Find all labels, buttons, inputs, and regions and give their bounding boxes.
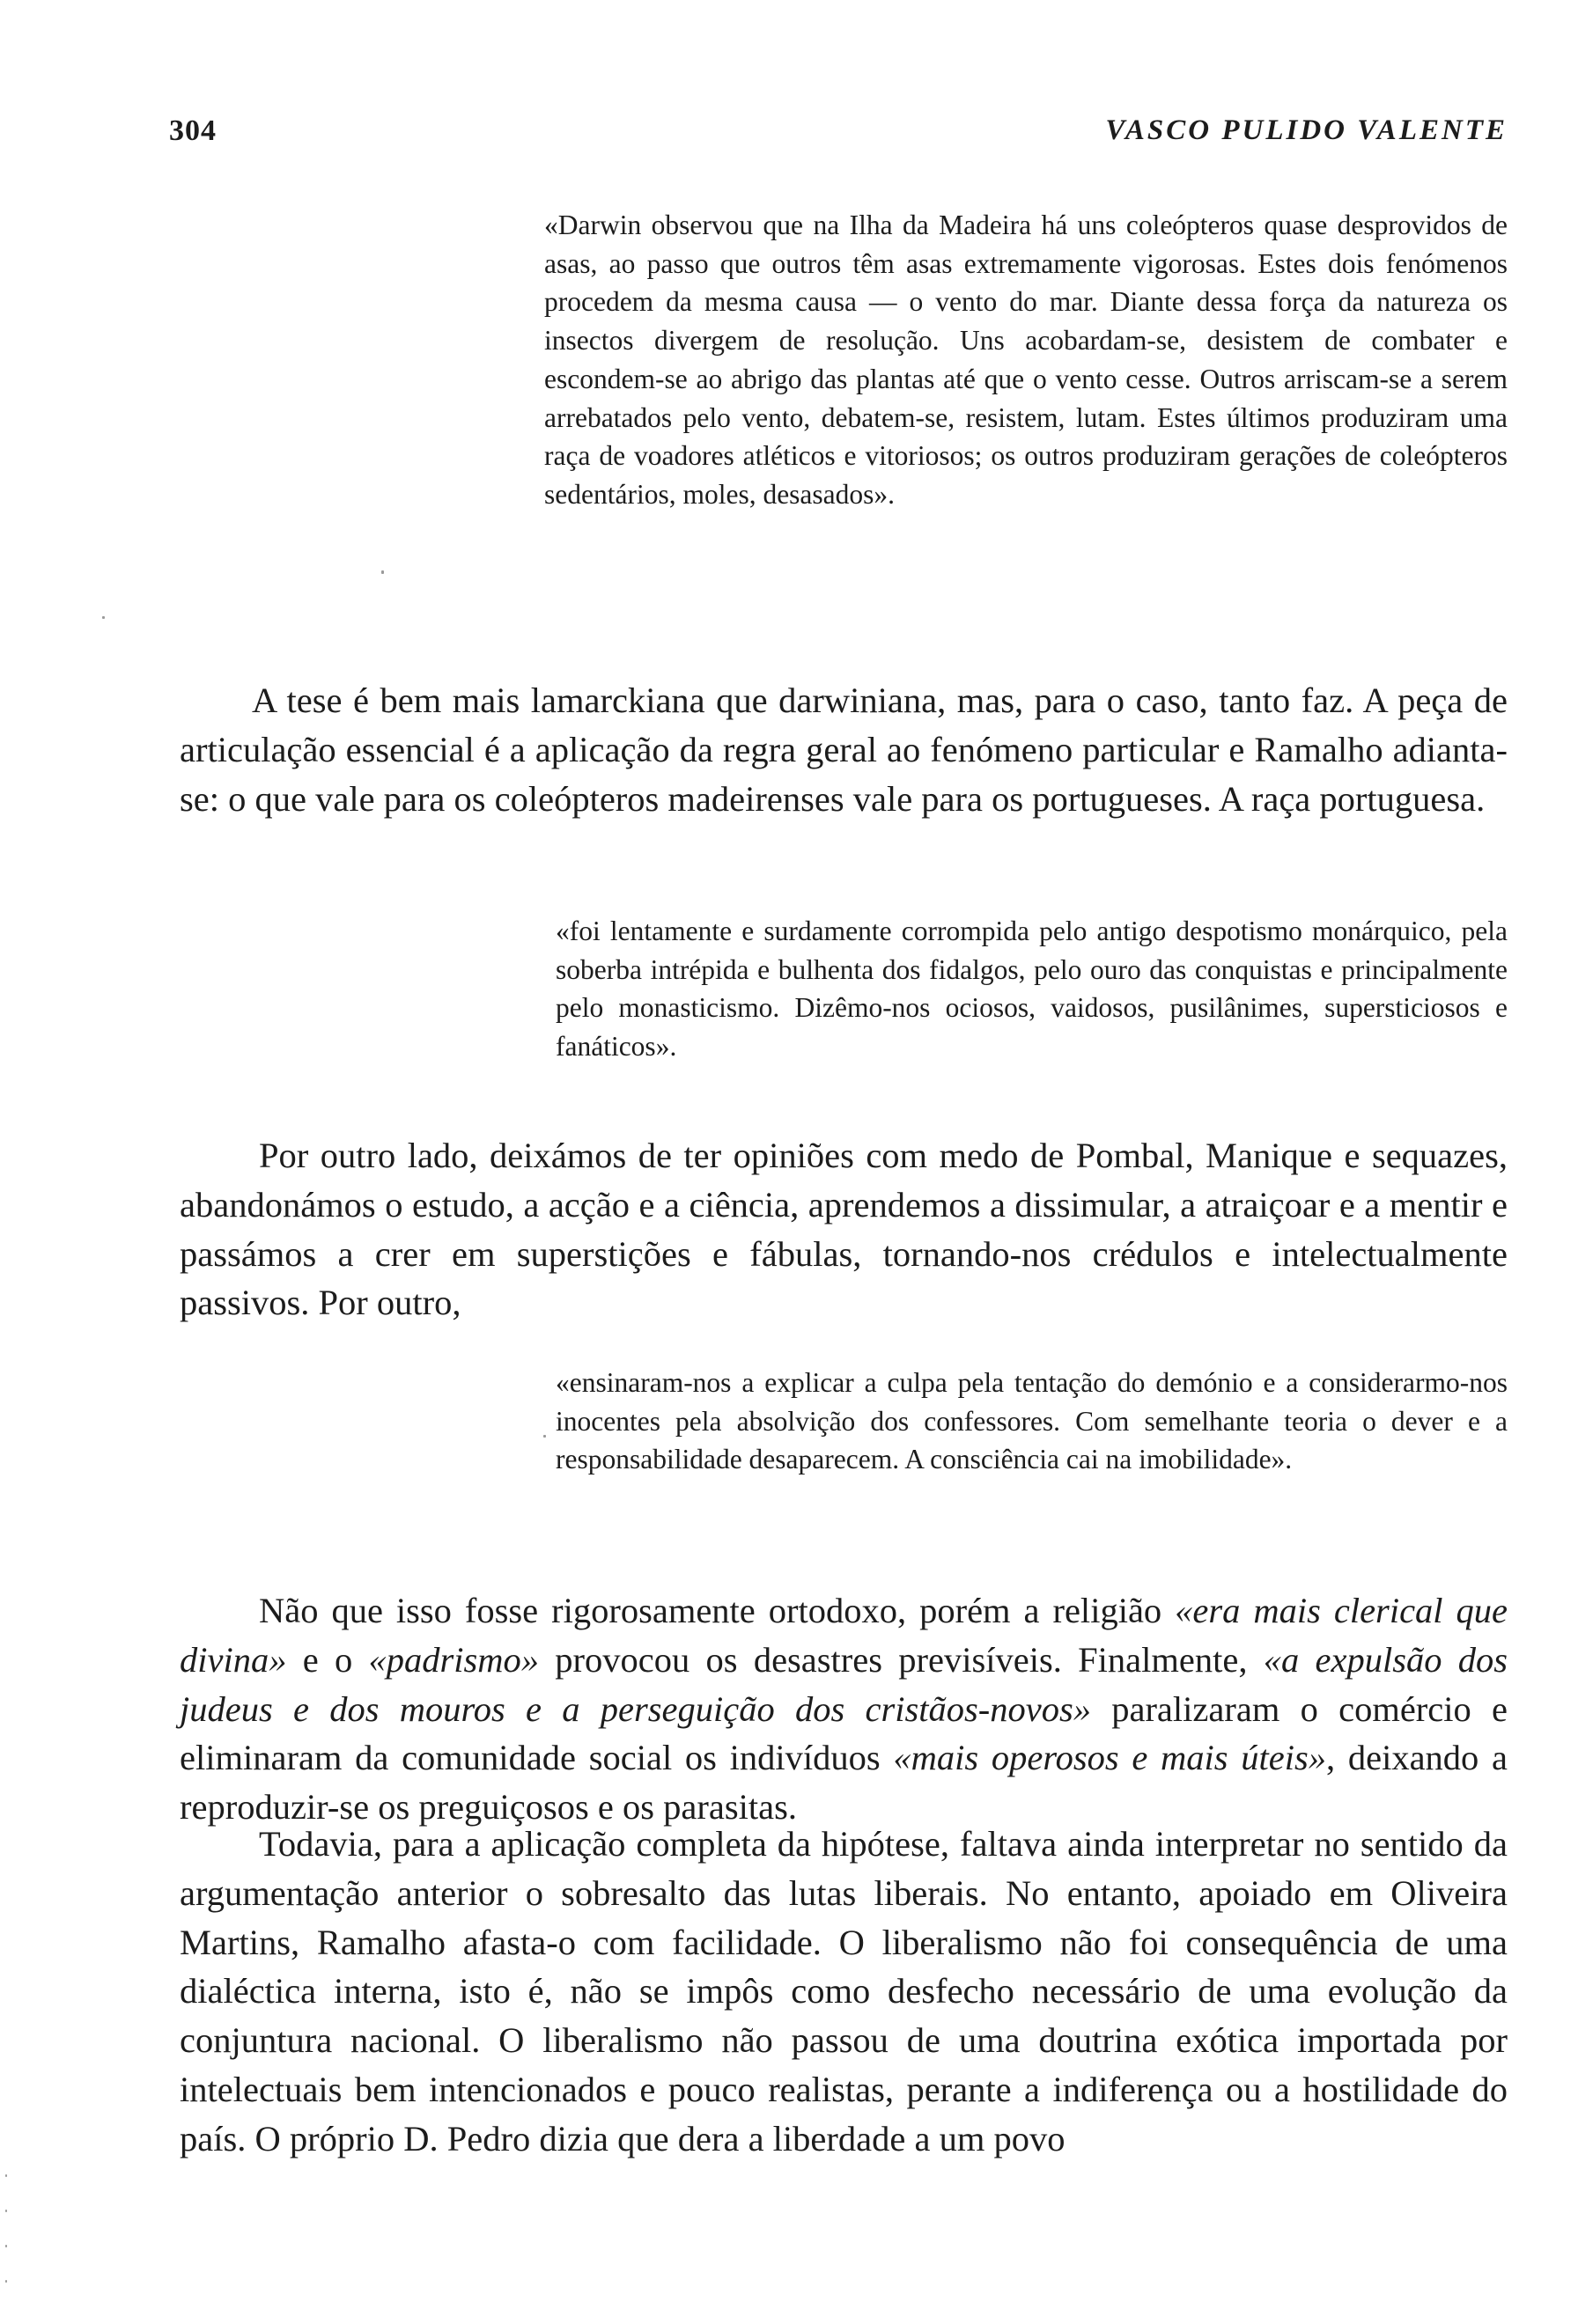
scan-speck [5,2280,7,2283]
text-run: provocou os desastres previsíveis. Finalmente, [539,1639,1264,1680]
italic-quote-clerical: «era mais clerical que divina» [180,1591,1508,1680]
italic-quote-expulsion: «a expulsão dos judeus e dos mouros e a perseguição dos cristãos-novos» [180,1639,1508,1729]
paragraph-religion [180,1586,1508,1832]
text-run: Não que isso fosse rigorosamente ortodoxo, porém a religião [259,1591,1176,1630]
text-run: e o [286,1639,369,1680]
text-run: , deixando a reproduzir-se os preguiçosos e os parasitas. [180,1738,1508,1828]
scan-speck [381,570,384,574]
scan-speck [5,2245,7,2247]
text-run: paralizaram o comércio e eliminaram da comunidade social os indivíduos [180,1688,1508,1778]
running-head-author: VASCO PULIDO VALENTE [1105,114,1508,146]
scan-speck [5,2174,7,2177]
paragraph-lamarckian-thesis: A tese é bem mais lamarckiana que darwiniana, mas, para o caso, tanto faz. A peça de articulação essencial é a aplicação da regra geral ao fenómeno particular e Ramalho adianta-se: o que vale para os coleópteros madeirenses vale para os portugueses. A raça portuguesa. [180,680,1508,819]
block-quote-corruption: «foi lentamente e surdamente corrompida pelo antigo despotismo monárquico, pela soberba intrépida e bulhenta dos fidalgos, pelo ouro das conquistas e principalmente pelo monasticismo. Dizêmo-nos ociosos, vaidosos, pusilânimes, supersticiosos e fanáticos». [556,916,1508,1063]
scan-speck [543,1435,546,1438]
italic-quote-operosos: «mais operosos e mais úteis» [893,1738,1327,1778]
italic-quote-padrismo: «padrismo» [368,1639,540,1680]
paragraph-liberalism: Todavia, para a aplicação completa da hipótese, faltava ainda interpretar no sentido da argumentação anterior o sobresalto das lutas liberais. No entanto, apoiado em Oliveira Martins, Ramalho afasta-o com facilidade. O liberalismo não foi consequência de uma dialéctica interna, isto é, não se impôs como desfecho necessário de uma evolução da conjuntura nacional. O liberalismo não passou de uma doutrina exótica importada por intelectuais bem intencionados e pouco realistas, perante a indiferença ou a hostilidade do país. O próprio D. Pedro dizia que dera a liberdade a um povo [180,1824,1508,2159]
block-quote-darwin: «Darwin observou que na Ilha da Madeira há uns coleópteros quase desprovidos de asas, ao passo que outros têm asas extremamente vigorosas. Estes dois fenómenos procedem da mesma causa — o vento do mar. Diante dessa força da natureza os insectos divergem de resolução. Uns acobardam-se, desistem de combater e escondem-se ao abrigo das plantas até que o vento cesse. Outros arriscam-se a serem arrebatados pelo vento, debatem-se, resistem, lutam. Estes últimos produziram uma raça de voadores atléticos e vitoriosos; os outros produziram gerações de coleópteros sedentários, moles, desasados». [544,210,1508,510]
running-head [169,114,1508,167]
block-quote-confessors: «ensinaram-nos a explicar a culpa pela tentação do demónio e a considerarmo-nos inocentes pela absolvição dos confessores. Com semelhante teoria o dever e a responsabilidade desaparecem. A consciência cai na imobilidade». [556,1367,1508,1475]
paragraph-pombal: Por outro lado, deixámos de ter opiniões com medo de Pombal, Manique e sequazes, abandonámos o estudo, a acção e a ciência, aprendemos a dissimular, a atraiçoar e a mentir e passámos a crer em superstições e fábulas, tornando-nos crédulos e intelectualmente passivos. Por outro, [180,1136,1508,1323]
scan-speck [5,2210,7,2212]
scan-speck [102,616,105,619]
page-number: 304 [169,114,217,147]
